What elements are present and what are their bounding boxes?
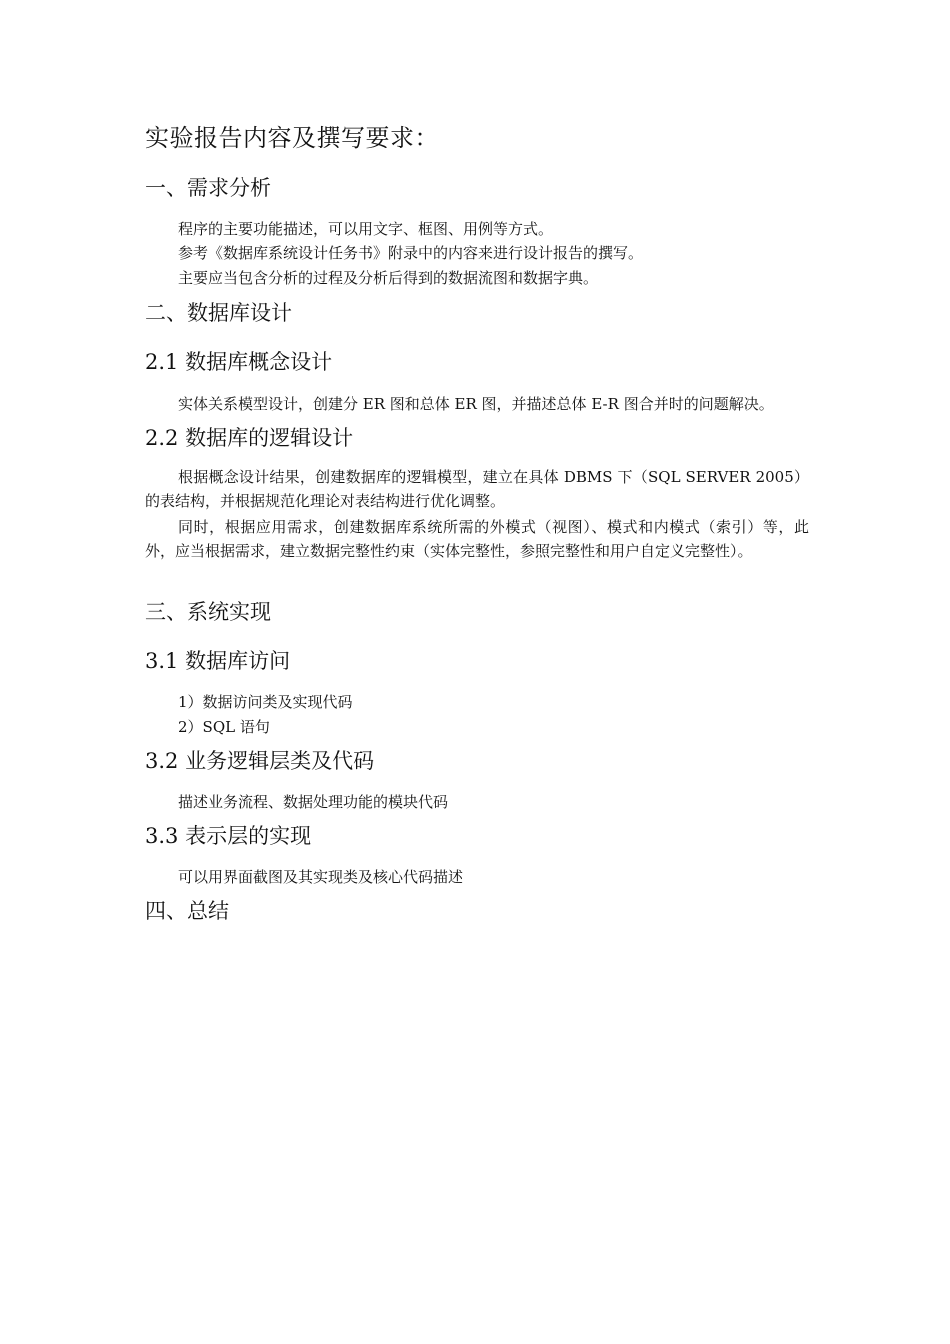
- requirements-line-3: 主要应当包含分析的过程及分析后得到的数据流图和数据字典。: [178, 269, 599, 287]
- section-heading-database-design: 二、数据库设计: [145, 301, 292, 325]
- section-heading-summary: 四、总结: [145, 899, 229, 923]
- page-title: 实验报告内容及撰写要求：: [145, 124, 439, 152]
- subsection-heading-database-access: 3.1 数据库访问: [145, 649, 291, 673]
- section-heading-requirements: 一、需求分析: [145, 176, 271, 200]
- requirements-line-1: 程序的主要功能描述，可以用文字、框图、用例等方式。: [178, 220, 554, 238]
- logical-design-paragraph-2: 同时，根据应用需求，创建数据库系统所需的外模式（视图）、模式和内模式（索引）等，此外，应当根据需求，建立数据完整性约束（实体完整性，参照完整性和用户自定义完整性）。: [145, 518, 809, 560]
- section-heading-implementation: 三、系统实现: [145, 600, 271, 624]
- logical-design-paragraph-1: 根据概念设计结果，创建数据库的逻辑模型，建立在具体 DBMS 下（SQL SERVER 2005）的表结构，并根据规范化理论对表结构进行优化调整。: [145, 468, 809, 510]
- requirements-line-2: 参考《数据库系统设计任务书》附录中的内容来进行设计报告的撰写。: [178, 244, 644, 262]
- business-logic-text: 描述业务流程、数据处理功能的模块代码: [178, 793, 449, 811]
- database-access-item-1: 1）数据访问类及实现代码: [178, 693, 353, 711]
- presentation-layer-text: 可以用界面截图及其实现类及核心代码描述: [178, 868, 464, 886]
- database-access-item-2: 2）SQL 语句: [178, 718, 270, 736]
- conceptual-design-text: 实体关系模型设计，创建分 ER 图和总体 ER 图，并描述总体 E-R 图合并时的问题解决。: [178, 395, 774, 413]
- subsection-heading-logical-design: 2.2 数据库的逻辑设计: [145, 426, 354, 450]
- subsection-heading-conceptual-design: 2.1 数据库概念设计: [145, 350, 333, 374]
- subsection-heading-business-logic: 3.2 业务逻辑层类及代码: [145, 749, 375, 773]
- subsection-heading-presentation-layer: 3.3 表示层的实现: [145, 824, 312, 848]
